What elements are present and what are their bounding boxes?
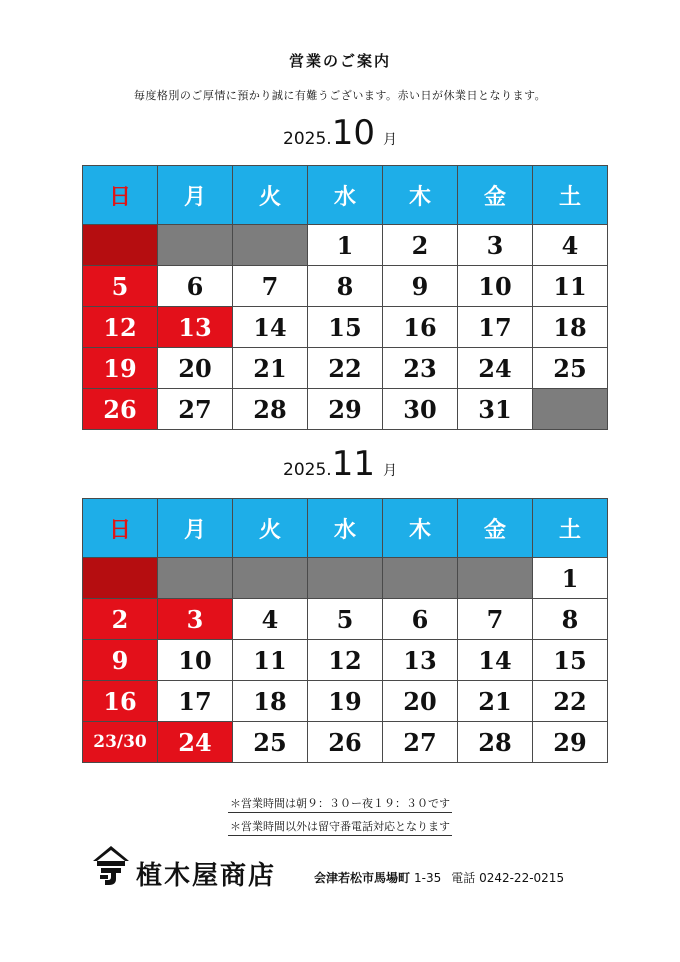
day-cell: 2 (83, 599, 158, 640)
day-cell: 6 (383, 599, 458, 640)
weekday-cell: 水 (308, 499, 383, 558)
weekday-cell: 日 (83, 166, 158, 225)
day-cell: 25 (533, 348, 608, 389)
empty-day-cell (533, 389, 608, 430)
weekday-header-row (83, 166, 608, 225)
day-cell: 14 (458, 640, 533, 681)
month-heading-october (0, 113, 680, 153)
answering-note (0, 818, 680, 834)
day-cell: 27 (158, 389, 233, 430)
week-row (83, 348, 608, 389)
day-cell: 3 (458, 225, 533, 266)
previous-month-holiday-cell (83, 558, 158, 599)
day-cell: 5 (83, 266, 158, 307)
day-cell: 7 (458, 599, 533, 640)
weekday-cell: 木 (383, 499, 458, 558)
shop-address (314, 869, 564, 886)
day-cell: 29 (308, 389, 383, 430)
day-cell: 19 (308, 681, 383, 722)
day-cell: 10 (458, 266, 533, 307)
day-cell: 13 (383, 640, 458, 681)
day-cell: 11 (533, 266, 608, 307)
calendar-november (82, 498, 608, 763)
day-cell: 21 (233, 348, 308, 389)
day-cell: 17 (158, 681, 233, 722)
empty-day-cell (458, 558, 533, 599)
day-cell: 22 (308, 348, 383, 389)
day-cell: 18 (533, 307, 608, 348)
day-cell: 23/30 (83, 722, 158, 763)
weekday-cell: 火 (233, 166, 308, 225)
day-cell: 15 (308, 307, 383, 348)
day-cell: 24 (158, 722, 233, 763)
weekday-cell: 日 (83, 499, 158, 558)
day-cell: 24 (458, 348, 533, 389)
day-cell: 2 (383, 225, 458, 266)
day-cell: 9 (83, 640, 158, 681)
week-row (83, 389, 608, 430)
calendar-october (82, 165, 608, 430)
day-cell: 28 (458, 722, 533, 763)
day-cell: 5 (308, 599, 383, 640)
day-cell: 12 (83, 307, 158, 348)
day-cell: 16 (383, 307, 458, 348)
weekday-cell: 月 (158, 166, 233, 225)
week-row (83, 681, 608, 722)
day-cell: 13 (158, 307, 233, 348)
footer (92, 845, 612, 895)
week-row (83, 599, 608, 640)
day-cell: 30 (383, 389, 458, 430)
address-text: 会津若松市馬場町 (314, 871, 411, 885)
answering-note-text: ＊営業時間以外は留守番電話対応となります (228, 820, 452, 836)
page-title: 営業のご案内 (288, 52, 391, 70)
day-cell: 27 (383, 722, 458, 763)
day-cell: 6 (158, 266, 233, 307)
day-cell: 19 (83, 348, 158, 389)
day-cell: 22 (533, 681, 608, 722)
empty-day-cell (233, 225, 308, 266)
phone-number: 電話 0242-22-0215 (451, 871, 565, 885)
empty-day-cell (233, 558, 308, 599)
day-cell: 3 (158, 599, 233, 640)
month-unit: 月 (382, 463, 397, 479)
previous-month-holiday-cell (83, 225, 158, 266)
month-unit: 月 (382, 132, 397, 148)
day-cell: 12 (308, 640, 383, 681)
day-cell: 7 (233, 266, 308, 307)
day-cell: 31 (458, 389, 533, 430)
day-cell: 29 (533, 722, 608, 763)
day-cell: 25 (233, 722, 308, 763)
weekday-cell: 月 (158, 499, 233, 558)
weekday-cell: 金 (458, 166, 533, 225)
day-cell: 1 (308, 225, 383, 266)
weekday-cell: 水 (308, 166, 383, 225)
weekday-cell: 火 (233, 499, 308, 558)
weekday-cell: 金 (458, 499, 533, 558)
day-cell: 9 (383, 266, 458, 307)
day-cell: 8 (308, 266, 383, 307)
day-cell: 28 (233, 389, 308, 430)
hours-note-text: ＊営業時間は朝９：３０ー夜１９：３０です (228, 797, 452, 813)
month-heading-november (0, 444, 680, 484)
day-cell: 10 (158, 640, 233, 681)
weekday-cell: 木 (383, 166, 458, 225)
week-row (83, 722, 608, 763)
shop-name: 植木屋商店 (136, 861, 277, 891)
page-subtitle: 毎度格別のご厚情に預かり誠に有難うございます。赤い日が休業日となります。 (133, 89, 547, 102)
day-cell: 26 (83, 389, 158, 430)
empty-day-cell (383, 558, 458, 599)
day-cell: 4 (533, 225, 608, 266)
week-row (83, 225, 608, 266)
shop-logo-icon (92, 845, 130, 887)
week-row (83, 266, 608, 307)
day-cell: 15 (533, 640, 608, 681)
day-cell: 21 (458, 681, 533, 722)
day-cell: 17 (458, 307, 533, 348)
address-number: 1-35 (414, 871, 442, 885)
empty-day-cell (158, 225, 233, 266)
week-row (83, 307, 608, 348)
day-cell: 16 (83, 681, 158, 722)
day-cell: 8 (533, 599, 608, 640)
year-label: 2025. (283, 129, 332, 149)
day-cell: 4 (233, 599, 308, 640)
day-cell: 26 (308, 722, 383, 763)
weekday-cell: 土 (533, 499, 608, 558)
week-row (83, 558, 608, 599)
day-cell: 18 (233, 681, 308, 722)
day-cell: 1 (533, 558, 608, 599)
month-number: 11 (331, 444, 375, 484)
weekday-cell: 土 (533, 166, 608, 225)
day-cell: 14 (233, 307, 308, 348)
empty-day-cell (308, 558, 383, 599)
hours-note (0, 795, 680, 811)
day-cell: 23 (383, 348, 458, 389)
day-cell: 11 (233, 640, 308, 681)
week-row (83, 640, 608, 681)
day-cell: 20 (158, 348, 233, 389)
year-label: 2025. (283, 460, 332, 480)
month-number: 10 (331, 113, 375, 153)
weekday-header-row (83, 499, 608, 558)
day-cell: 20 (383, 681, 458, 722)
empty-day-cell (158, 558, 233, 599)
